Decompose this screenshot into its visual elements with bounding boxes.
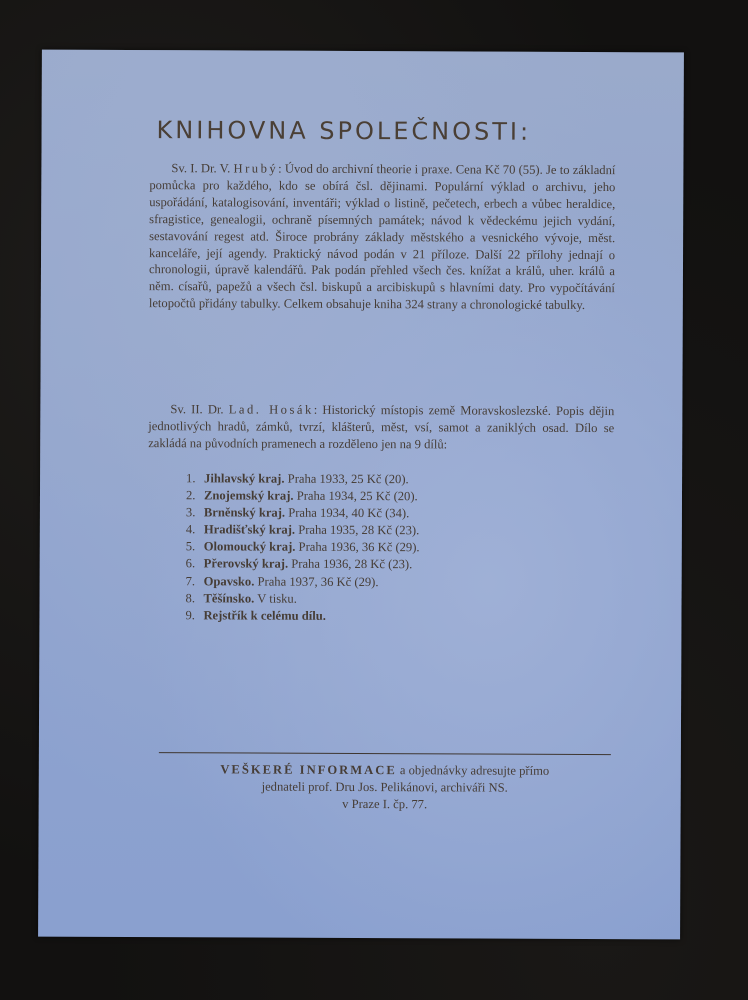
list-item: 3. Brněnský kraj. Praha 1934, 40 Kč (34).: [185, 505, 410, 521]
footer-contact: [154, 761, 616, 814]
volume-2-author: Lad. Hosák: [228, 402, 314, 417]
list-item: 6. Přerovský kraj. Praha 1936, 28 Kč (23).: [185, 556, 413, 572]
volume-1-author: Hrubý: [233, 161, 279, 176]
volume-2-description: [148, 401, 614, 454]
volume-1-description: [149, 160, 616, 314]
list-item: 7. Opavsko. Praha 1937, 36 Kč (29).: [185, 573, 379, 589]
volume-2-parts-list: [185, 470, 606, 626]
book-back-cover: [38, 50, 684, 940]
footer-lead: VEŠKERÉ INFORMACE: [220, 762, 397, 778]
list-item: 9. Rejstřík k celému dílu.: [185, 607, 326, 623]
volume-2-text: : Historický místopis země Moravskoslezské. Popis dějin jednotlivých hradů, zámků, tvrzí, klášterů, měst, vsí, samot a zaniklých osad. Dílo se zakládá na původních pramenech a rozděleno jen na 9 dílů:: [148, 402, 615, 452]
divider: [159, 752, 611, 755]
list-item: 2. Znojemský kraj. Praha 1934, 25 Kč (20).: [185, 488, 418, 504]
footer-line-1: VEŠKERÉ INFORMACE a objednávky adresujte přímo: [220, 762, 550, 778]
footer-line-2: jednateli prof. Dru Jos. Pelikánovi, archiváři NS.: [261, 779, 508, 795]
list-item: 8. Těšínsko. V tisku.: [185, 590, 297, 606]
volume-1-text: : Úvod do archivní theorie i praxe. Cena Kč 70 (55). Je to základní pomůcka pro každého, kdo se obírá čsl. dějinami. Populární výklad o archivu, jeho uspořádání, katalogisování, inventáři; výklad o listině, pečetech, erbech a vůbec heraldice, sfragistice, genealogii, ochraně písemných památek; návod k vědeckému jejich vydání, sestavování regest atd. Široce probrány základy městského a vesnického vývoje, měst. kanceláře, její agendy. Praktický návod podán v 21 příloze. Další 22 přílohy jednají o chronologii, úpravě kalendářů. Pak podán přehled všech čes. knížat a králů, uher. králů a něm. císařů, papežů a všech čsl. biskupů a arcibiskupů s hlavními daty. Pro vypočítávání letopočtů přidány tabulky. Celkem obsahuje kniha 324 strany a chronologické tabulky.: [148, 161, 616, 313]
volume-1-prefix: Sv. I. Dr. V.: [171, 161, 231, 176]
page-title: KNIHOVNA SPOLEČNOSTI:: [156, 116, 532, 146]
list-item: 1. Jihlavský kraj. Praha 1933, 25 Kč (20).: [186, 471, 409, 487]
footer-line-3: v Praze I. čp. 77.: [342, 796, 428, 812]
volume-2-prefix: Sv. II. Dr.: [170, 402, 224, 417]
list-item: 5. Olomoucký kraj. Praha 1936, 36 Kč (29).: [185, 539, 420, 555]
list-item: 4. Hradišťský kraj. Praha 1935, 28 Kč (23).: [185, 522, 420, 538]
